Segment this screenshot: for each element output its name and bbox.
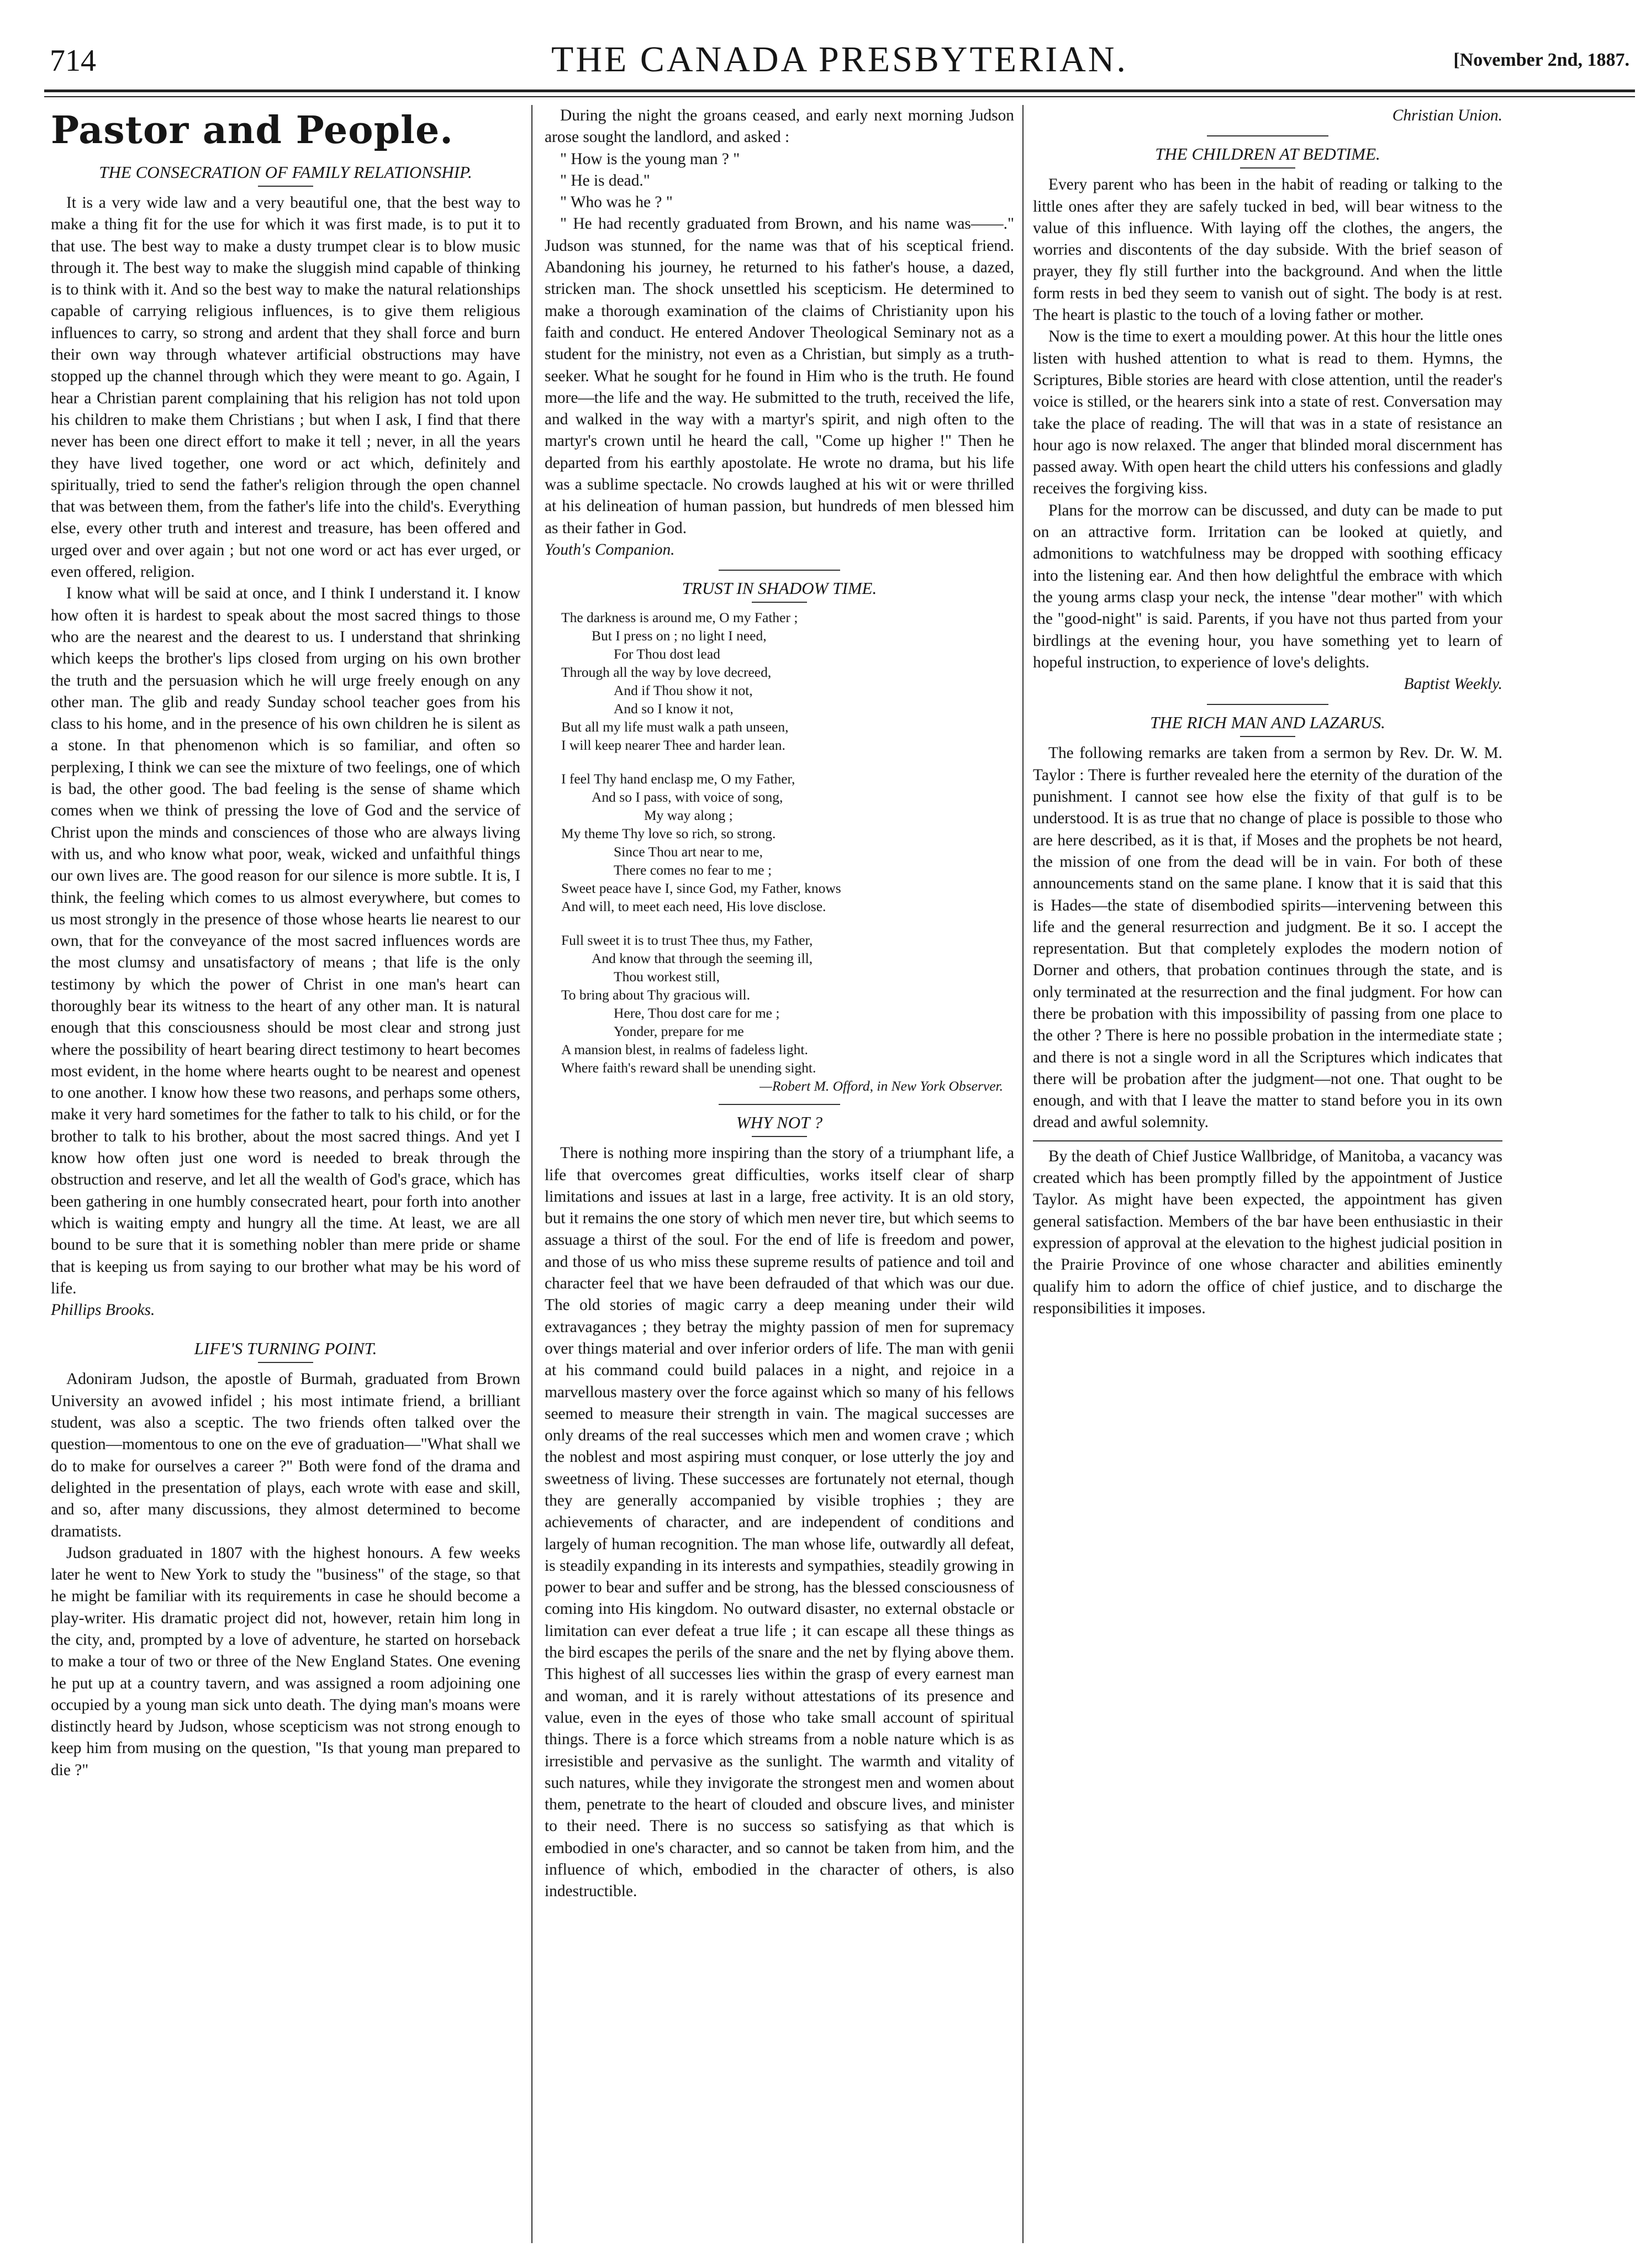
poem-title: TRUST IN SHADOW TIME. xyxy=(682,578,877,598)
paragraph: Adoniram Judson, the apostle of Burmah, graduated from Brown University an avowed infidel ; his most intimate friend, a brilliant student, was also a sceptic. The two friends often talked over the question—momentous to one on the eve of graduation—"What shall we do to make for ourselves a career ?" Both were fond of the drama and delighted in the presentation of plays, each wrote with ease and skill, and so, after many discussions, they almost determined to become dramatists. xyxy=(51,1370,520,1540)
separator-rule xyxy=(1207,704,1328,705)
column-3 xyxy=(1033,105,1502,2254)
poem-line: There comes no fear to me ; xyxy=(614,862,772,878)
poem-line: Full sweet it is to trust Thee thus, my Father, xyxy=(561,932,813,949)
separator-rule xyxy=(1033,1140,1502,1141)
poem-line: Thou workest still, xyxy=(614,969,720,985)
article-title: LIFE'S TURNING POINT. xyxy=(194,1339,377,1359)
title-rule xyxy=(258,1362,313,1363)
title-rule xyxy=(752,1136,807,1137)
poem-line: Where faith's reward shall be unending sight. xyxy=(561,1060,816,1076)
dialogue-line: " He is dead." xyxy=(560,171,650,190)
poem-line: My theme Thy love so rich, so strong. xyxy=(561,825,776,842)
poem-line: And so I pass, with voice of song, xyxy=(592,789,783,806)
article-title: THE CONSECRATION OF FAMILY RELATIONSHIP. xyxy=(99,162,472,182)
poem-line: I feel Thy hand enclasp me, O my Father, xyxy=(561,771,795,787)
poem-line: But all my life must walk a path unseen, xyxy=(561,719,789,735)
poem-line: And so I know it not, xyxy=(614,701,734,717)
column-2 xyxy=(545,105,1014,2254)
paragraph: Plans for the morrow can be discussed, and duty can be made to put on an attractive form. Irritation can be looked at quietly, and admonitions to watchfulness may be dropped with soothing efficacy into the listening ear. And then how delightful the embrace with which the young arms clasp your neck, the intense "dear mother" with which the "good-night" is said. Parents, if you have not thus parted from your birdlings at the evening hour, you have something yet to learn of hopeful instruction, to experience of love's delights. xyxy=(1033,501,1502,671)
article-children-bedtime xyxy=(1033,174,1502,695)
header-rule xyxy=(44,90,1635,92)
article-turning-point xyxy=(51,1369,520,1781)
paragraph: During the night the groans ceased, and early next morning Judson arose sought the landlord, and asked : xyxy=(545,107,1014,146)
poem-line: But I press on ; no light I need, xyxy=(592,628,767,644)
poem-line: And if Thou show it not, xyxy=(614,682,753,699)
poem-line: Since Thou art near to me, xyxy=(614,844,763,860)
poem-line: The darkness is around me, O my Father ; xyxy=(561,609,798,626)
poem-line: A mansion blest, in realms of fadeless light. xyxy=(561,1041,808,1058)
paragraph: By the death of Chief Justice Wallbridge, of Manitoba, a vacancy was created which has been promptly filled by the appointment of Justice Taylor. As might have been expected, the appointment has given general satisfaction. Members of the bar have been enthusiastic in their expression of approval at the elevation to the highest judicial position in the Prairie Province of one whose character and abilities eminently qualify him to adorn the office of chief justice, and to discharge the responsibilities it imposes. xyxy=(1033,1147,1502,1317)
separator-rule xyxy=(719,1104,840,1105)
article-credit: Phillips Brooks. xyxy=(51,1301,155,1319)
article-title: THE RICH MAN AND LAZARUS. xyxy=(1150,713,1385,733)
header-rule-thin xyxy=(44,96,1635,97)
page-header xyxy=(50,39,1629,91)
poem-line: Sweet peace have I, since God, my Father, knows xyxy=(561,880,841,897)
paragraph: I know what will be said at once, and I think I understand it. I know how often it is hardest to speak about the most sacred things to those who are the nearest and the dearest to us. I understand that shrinking which keeps the brother's lips closed from urging on his own brother the truth and the persuasion which he will urge freely enough on any other man. The glib and ready Sunday school teacher goes from his class to his home, and in the presence of his own children he is silent as a stone. In that phenomenon which is so familiar, and often so perplexing, I think we can see the mixture of two feelings, one of which is bad, the other good. The bad feeling is the sense of shame which comes when we think of pressing the love of God and the service of Christ upon the minds and consciences of those who are always living with us, and who know what poor, weak, wicked and unfaithful things our own lives are. The good reason for our silence is more subtle. It is, I think, the feeling which comes to us almost everywhere, but comes to us most strongly in the presence of those whose hearts lie nearest to our own, that for the conveyance of the most sacred influences words are the most clumsy and unsatisfactory of means ; that life is the only testimony by which the power of Christ in one man's heart can thoroughly bear its witness to the heart of any other man. It is natural enough that this consciousness should be most clear and strong just where the possibility of heart bearing direct testimony to heart becomes most evident, in the home where hearts ought to be nearest and openest to one another. I know how these two reasons, and perhaps some others, make it very hard sometimes for the father to talk to his child, or for the brother to talk to his brother, about the most sacred things. And yet I know how often just one word is needed to break through the obstruction and reserve, and let all the wealth of God's grace, which has been gathering in one humbly consecrated heart, pour forth into another which is waiting empty and hungry all the time. At least, we are all bound to be sure that it is something nobler than mere pride or shame that is keeping us from saying to our brother what may be his word of life. xyxy=(51,585,520,1297)
poem-line: I will keep nearer Thee and harder lean. xyxy=(561,737,785,754)
article-credit: Baptist Weekly. xyxy=(1404,675,1502,693)
paragraph: Judson graduated in 1807 with the highest honours. A few weeks later he went to New York to study the "business" of the stage, so that he might be familiar with its requirements in case he should become a play-writer. His dramatic project did not, however, retain him long in the city, and, prompted by a love of adventure, he started on horseback to make a tour of two or three of the New England States. One evening he put up at a country tavern, and was assigned a room adjoining one occupied by a young man sick unto death. The dying man's moans were distinctly heard by Judson, whose scepticism was not strong enough to keep him from musing on the question, "Is that young man prepared to die ?" xyxy=(51,1544,520,1779)
poem-line: Here, Thou dost care for me ; xyxy=(614,1005,780,1022)
poem-line: And will, to meet each need, His love disclose. xyxy=(561,898,826,915)
article-credit: Christian Union. xyxy=(1392,107,1502,124)
newspaper-title: THE CANADA PRESBYTERIAN. xyxy=(551,39,1128,80)
column-1 xyxy=(51,105,520,2254)
poem-line: To bring about Thy gracious will. xyxy=(561,987,750,1003)
paragraph: Every parent who has been in the habit of reading or talking to the little ones after they are safely tucked in bed, will bear witness to the value of this influence. With laying off the clothes, the angers, the worries and discontents of the day subside. With the brief season of prayer, they fly still further into the background. And when the little form rests in bed they seem to vanish out of sight. The body is at rest. The heart is plastic to the touch of a loving father or mother. xyxy=(1033,176,1502,324)
article-consecration xyxy=(51,192,520,1321)
article-why-not xyxy=(545,1143,1014,1902)
poem-attribution: —Robert M. Offord, in New York Observer. xyxy=(759,1078,1003,1094)
poem-line: Yonder, prepare for me xyxy=(614,1023,744,1040)
article-credit: Youth's Companion. xyxy=(545,540,675,559)
separator-rule xyxy=(719,570,840,571)
column-divider xyxy=(1022,105,1024,2243)
column-divider xyxy=(531,105,532,2243)
dialogue-line: " Who was he ? " xyxy=(560,193,673,212)
paragraph: It is a very wide law and a very beautiful one, that the best way to make a thing fit for the use for which it was first made, is to put it to that use. The best way to make a dusty trumpet clear is to blow music through it. The best way to make the sluggish mind capable of thinking is to think with it. And so the best way to make the natural relationships capable of carrying religious influences, is to give them religious influences to carry, so strong and ardent that they shall force and burn their own way through whatever artificial obstructions may have stopped up the channel through which they were meant to go. Again, I hear a Christian parent complaining that his religion has not told upon his children to make them Christians ; but when I ask, I find that there never has been one direct effort to make it tell ; never, in all the years they have lived together, one word or act which, definitely and spiritually, tried to send the father's religion through the open channel that was between them, from the father's life into the child's. Everything else, every other truth and interest and treasure, has been offered and urged over and over again ; but not one word or act has ever urged, or even offered, religion. xyxy=(51,194,520,581)
section-heading: Pastor and People. xyxy=(51,108,453,152)
article-rich-man xyxy=(1033,743,1502,1133)
page-number: 714 xyxy=(50,44,96,78)
paragraph: Now is the time to exert a moulding power. At this hour the little ones listen with hushed attention to what is read to them. Hymns, the Scriptures, Bible stories are heard with close attention, until the reader's voice is stilled, or the hearers sink into a state of rest. Conversation may take the place of reading. The will that was in a state of resistance an hour ago is now relaxed. The anger that blinded moral discernment has passed away. With open heart the child utters his confessions and gladly receives the forgiving kiss. xyxy=(1033,328,1503,498)
dialogue-line: " How is the young man ? " xyxy=(560,150,740,168)
title-rule xyxy=(752,602,807,603)
title-rule xyxy=(1240,167,1295,169)
poem-line: My way along ; xyxy=(644,807,733,824)
paragraph: There is nothing more inspiring than the story of a triumphant life, a life that overcomes great difficulties, works itself clear of sharp limitations and issues at last in a large, free activity. It is an old story, but it remains the one story of which men never tire, but which seems to assuage a thirst of the soul. For the end of life is freedom and power, and those of us who miss these supreme results of patience and toil and character feel that we have been defrauded of that which was our due. The old stories of magic carry a deep meaning under their wild extravagances ; they betray the mighty passion of men for supremacy over things material and over inferior orders of life. The man with genii at his command could build palaces in a night, and rejoice in a marvellous mastery over the force against which so many of his fellows seemed to measure their strength in vain. The magical successes are only dreams of the real successes which men and women crave ; which the noblest and most aspiring must conquer, or lose utterly the joy and sweetness of living. These successes are fortunately not eternal, though they are generally accompanied by visible trophies ; they are achievements of character, and are independent of conditions and largely of human recognition. The man whose life, outwardly all defeat, is steadily expanding in its interests and sympathies, steadily growing in power to bear and suffer and be strong, has the blessed consciousness of coming into His kingdom. No outward disaster, no external obstacle or limitation can ever defeat a true life ; it can escape all these things as the bird escapes the perils of the snare and the net by flying above them. This highest of all successes lies within the grasp of every earnest man and woman, and it is rarely without attestations of its presence and value, even in the eyes of those who take small account of spiritual things. There is a force which streams from a noble nature which is as irresistible and pervasive as the sunlight. The warmth and vitality of such natures, while they invigorate the strongest men and women about them, penetrate to the heart of clouded and obscure lives, and minister to their need. There is no success so satisfying as that which is embodied in one's character, and so cannot be taken from him, and the influence of which, embodied in the character of others, is also indestructible. xyxy=(545,1144,1014,1901)
poem-line: For Thou dost lead xyxy=(614,646,720,662)
poem-trust xyxy=(561,608,1014,1095)
paragraph: The following remarks are taken from a sermon by Rev. Dr. W. M. Taylor : There is further revealed here the eternity of the duration of the punishment. I cannot see how else the fixity of that gulf is to be understood. It is as true that no change of place is possible to those who are here described, as it is that, if Moses and the prophets be not heard, the mission of one from the dead will be in vain. For both of these announcements stand on the same plane. I know that it is said that this is Hades—the state of disembodied spirits—intervening between this life and the general resurrection and judgment. Be it so. I accept the representation. But that completely explodes the modern notion of Dorner and others, that probation continues through the state, and is only terminated at the resurrection and the final judgment. For how can there be probation with this impossibility of passing from one place to the other ? There is here no possible probation in the intermediate state ; and there is not a single word in all the Scriptures which indicates that there will be probation after the judgment—not one. That ought to be enough, and with that I leave the matter to stand before you in its own dread and awful solemnity. xyxy=(1033,744,1502,1132)
news-item-chief-justice xyxy=(1033,1146,1502,1319)
paragraph: " He had recently graduated from Brown, and his name was——." Judson was stunned, for the name was that of his sceptical friend. Abandoning his journey, he returned to his father's house, a dazed, stricken man. The shock unsettled his scepticism. He determined to make a thorough examination of the claims of Christianity upon his faith and conduct. He entered Andover Theological Seminary not as a student for the ministry, not even as a Christian, but simply as a truth-seeker. What he sought for he found in Him who is the truth. He found more—the life and the way. He submitted to the truth, received the life, and walked in the way with a martyr's spirit, and nigh often to the martyr's crown until he heard the call, "Come up higher !" Then he departed from his earthly apostolate. He wrote no drama, but his life was a sublime spectacle. No crowds laughed at his wit or were thrilled at his delineation of human passion, but hundreds of men blessed him as their father in God. xyxy=(545,215,1014,537)
title-rule xyxy=(258,186,313,187)
separator-rule xyxy=(1207,135,1328,136)
article-title: THE CHILDREN AT BEDTIME. xyxy=(1155,144,1380,164)
poem-line: Through all the way by love decreed, xyxy=(561,664,772,681)
title-rule xyxy=(1240,736,1295,737)
poem-line: And know that through the seeming ill, xyxy=(592,950,813,967)
article-title: WHY NOT ? xyxy=(736,1113,823,1133)
issue-date: [November 2nd, 1887. xyxy=(1453,50,1629,70)
